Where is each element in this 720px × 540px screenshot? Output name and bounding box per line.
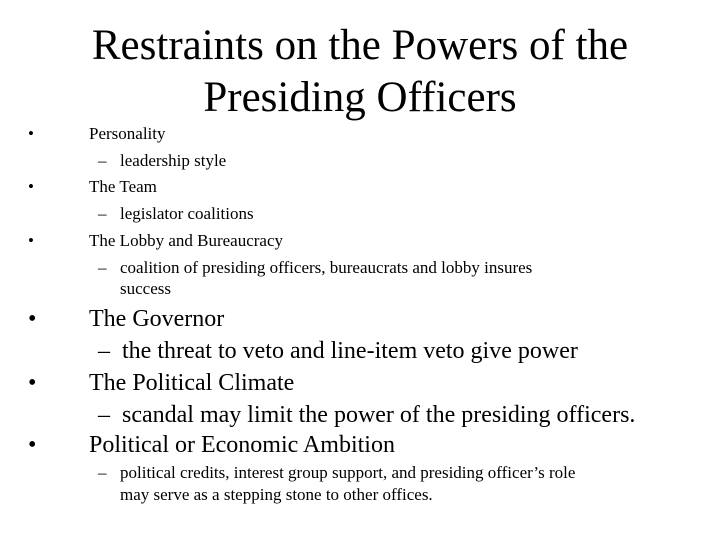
bullet-heading: Personality — [89, 124, 166, 143]
bullet-ambition — [28, 431, 395, 459]
bullet-dot-icon: • — [28, 231, 34, 250]
slide-title-line-2: Presiding Officers — [203, 74, 517, 121]
bullet-dot-icon: • — [28, 432, 37, 458]
bullet-personality — [28, 124, 166, 144]
sub-bullet-veto-power — [98, 337, 578, 365]
sub-bullet-text: political credits, interest group support, and presiding officer’s role — [120, 463, 576, 482]
dash-icon: – — [98, 402, 110, 428]
sub-bullet-text: legislator coalitions — [120, 204, 254, 223]
dash-icon: – — [98, 204, 107, 223]
bullet-dot-icon: • — [28, 370, 37, 396]
bullet-heading: The Team — [89, 177, 157, 196]
sub-bullet-scandal — [98, 401, 635, 429]
dash-icon: – — [98, 338, 110, 364]
bullet-political-climate — [28, 369, 294, 397]
dash-icon: – — [98, 463, 107, 482]
bullet-the-team — [28, 177, 157, 197]
bullet-heading: Political or Economic Ambition — [89, 432, 395, 458]
sub-bullet-leadership-style — [98, 151, 226, 171]
sub-bullet-continuation: may serve as a stepping stone to other offices. — [120, 485, 433, 504]
sub-bullet-political-credits — [98, 463, 575, 483]
sub-bullet-text: leadership style — [120, 151, 227, 170]
sub-bullet-text: coalition of presiding officers, bureaucrats and lobby insures — [120, 258, 533, 277]
dash-icon: – — [98, 258, 107, 277]
bullet-heading: The Governor — [89, 306, 225, 332]
bullet-the-governor — [28, 305, 224, 333]
slide-title-line-1: Restraints on the Powers of the — [91, 22, 629, 69]
bullet-heading: The Political Climate — [89, 370, 295, 396]
dash-icon: – — [98, 151, 107, 170]
sub-bullet-legislator-coalitions — [98, 204, 254, 224]
sub-bullet-continuation: success — [120, 279, 171, 298]
bullet-heading: The Lobby and Bureaucracy — [89, 231, 283, 250]
bullet-lobby-and-bureaucracy — [28, 231, 283, 251]
bullet-dot-icon: • — [28, 177, 34, 196]
sub-bullet-coalition — [98, 258, 532, 278]
bullet-dot-icon: • — [28, 306, 37, 332]
sub-bullet-text: scandal may limit the power of the presiding officers. — [122, 402, 636, 428]
sub-bullet-text: the threat to veto and line-item veto give power — [122, 338, 578, 364]
bullet-dot-icon: • — [28, 124, 34, 143]
